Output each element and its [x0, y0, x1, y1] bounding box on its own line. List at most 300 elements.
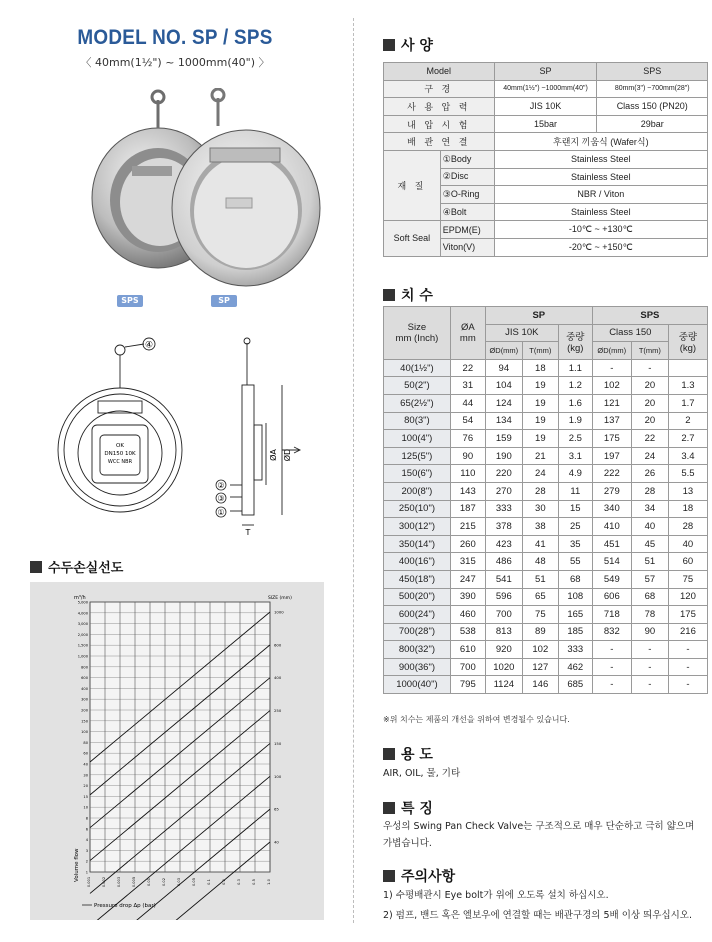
dim-cell-size: 50(2") [384, 377, 451, 395]
dim-cell: 137 [592, 412, 631, 430]
side-view [230, 338, 300, 525]
dim-cell: 486 [485, 553, 522, 571]
dim-cell: - [592, 658, 631, 676]
dim-header-sps-t: T(mm) [631, 342, 668, 360]
spec-row-pressure [384, 98, 708, 116]
dim-row [384, 518, 708, 536]
dim-cell: - [592, 676, 631, 694]
sp-badge: SP [211, 295, 237, 307]
dim-cell: 20 [631, 377, 668, 395]
dim-cell: 1.7 [668, 394, 707, 412]
bullet-square-icon [383, 39, 395, 51]
chart-y-tick: 1,000 [77, 654, 88, 659]
spec-row-test [384, 115, 708, 133]
dim-cell: 30 [522, 500, 558, 518]
chart-y-tick: 200 [81, 708, 88, 713]
dim-cell: 40 [668, 535, 707, 553]
headloss-chart [30, 582, 324, 920]
chart-y-tick: 300 [81, 697, 88, 702]
material-value-oring: NBR / Viton [494, 186, 707, 204]
y-axis-label: Volume flow [74, 848, 80, 882]
dim-cell-size: 300(12") [384, 518, 451, 536]
product-photo [88, 88, 328, 293]
spec-table [383, 62, 708, 257]
dim-cell: 108 [558, 588, 592, 606]
dim-cell: 4.9 [558, 465, 592, 483]
material-part-oring: ③O-Ring [440, 186, 494, 204]
caution-item-1: 1) 수평배관시 Eye bolt가 위에 오도록 설치 하십시오. [383, 890, 609, 901]
dim-row [384, 606, 708, 624]
chart-size-label: 600 [274, 642, 282, 648]
dim-cell: 94 [485, 359, 522, 377]
spec-label-test: 내 압 시 험 [384, 115, 495, 133]
chart-size-label: 40 [274, 839, 279, 845]
dim-cell: 700 [485, 606, 522, 624]
dim-cell: 795 [450, 676, 485, 694]
dim-cell: - [631, 676, 668, 694]
dim-a-label: ØA [269, 449, 278, 461]
dim-cell: 143 [450, 482, 485, 500]
dim-cell: 410 [592, 518, 631, 536]
technical-drawing [50, 335, 340, 545]
caution-item-2: 2) 펌프, 밴드 혹은 엘보우에 연결할 때는 배관구경의 5배 이상 띄우십시오. [383, 910, 692, 921]
chart-y-tick: 8 [85, 816, 88, 821]
sps-badge: SPS [117, 295, 143, 307]
dim-cell: 51 [522, 570, 558, 588]
dim-cell: 55 [558, 553, 592, 571]
dim-cell: 78 [631, 606, 668, 624]
material-part-body: ①Body [440, 150, 494, 168]
dim-cell: 134 [485, 412, 522, 430]
dim-cell: 165 [558, 606, 592, 624]
dim-cell: 260 [450, 535, 485, 553]
chart-size-label: 250 [274, 708, 282, 714]
dim-cell: 24 [522, 465, 558, 483]
front-view [58, 338, 182, 512]
spec-label-pressure: 사 용 압 력 [384, 98, 495, 116]
dim-cell: 28 [631, 482, 668, 500]
dim-row [384, 658, 708, 676]
dim-cell: 110 [450, 465, 485, 483]
dimension-note: ※위 치수는 제품의 개선을 위하여 변경될수 있습니다. [383, 715, 570, 724]
dim-cell: 75 [668, 570, 707, 588]
dim-cell: 89 [522, 623, 558, 641]
bullet-square-icon [383, 289, 395, 301]
chart-x-tick: 0.01 [147, 877, 151, 887]
dim-cell: 124 [485, 394, 522, 412]
spec-label-seal: Soft Seal [384, 221, 441, 256]
dim-cell: - [668, 641, 707, 659]
valve-sp-photo [172, 89, 320, 286]
dim-cell: 13 [668, 482, 707, 500]
dim-cell: 832 [592, 623, 631, 641]
dim-header-sps: SPS [592, 307, 707, 325]
dim-cell: 175 [668, 606, 707, 624]
dim-row [384, 641, 708, 659]
dim-cell-size: 600(24") [384, 606, 451, 624]
usage-heading [383, 744, 433, 764]
dim-row [384, 430, 708, 448]
dim-row [384, 465, 708, 483]
seal-type-viton: Viton(V) [440, 238, 494, 256]
dim-cell: 22 [450, 359, 485, 377]
dim-cell: 146 [522, 676, 558, 694]
dim-cell: 24 [631, 447, 668, 465]
dim-row [384, 482, 708, 500]
dim-cell: 35 [558, 535, 592, 553]
plate-text-1: OK [116, 443, 124, 449]
dim-cell-size: 80(3") [384, 412, 451, 430]
chart-size-label: 1000 [274, 609, 284, 615]
dim-d-label: ØD [283, 448, 292, 462]
dim-cell-size: 700(28") [384, 623, 451, 641]
dim-row [384, 394, 708, 412]
dim-cell: 423 [485, 535, 522, 553]
dim-cell: 40 [631, 518, 668, 536]
dim-cell: 462 [558, 658, 592, 676]
chart-y-tick: 5,000 [77, 600, 88, 605]
spec-header-sp: SP [494, 63, 597, 81]
dim-cell: 610 [450, 641, 485, 659]
dim-cell: 920 [485, 641, 522, 659]
dim-cell-size: 125(5") [384, 447, 451, 465]
dim-cell: - [668, 658, 707, 676]
dim-header-sp: SP [485, 307, 592, 325]
bullet-square-icon [383, 870, 395, 882]
dim-cell: 121 [592, 394, 631, 412]
chart-size-label: 65 [274, 806, 279, 812]
dim-cell: 549 [592, 570, 631, 588]
column-divider [353, 18, 354, 923]
chart-size-label: 150 [274, 740, 282, 746]
material-value-body: Stainless Steel [494, 150, 707, 168]
dim-row [384, 412, 708, 430]
dim-cell: 21 [522, 447, 558, 465]
dim-cell: 19 [522, 377, 558, 395]
dim-cell: 2.5 [558, 430, 592, 448]
dim-cell: 159 [485, 430, 522, 448]
dim-cell: 19 [522, 394, 558, 412]
bullet-square-icon [30, 561, 42, 573]
chart-y-tick: 4,000 [77, 611, 88, 616]
dim-cell: 31 [450, 377, 485, 395]
dim-cell: 451 [592, 535, 631, 553]
chart-x-tick: 0.003 [117, 876, 121, 888]
dim-cell: 68 [558, 570, 592, 588]
dim-header-size: Size mm (Inch) [384, 307, 451, 360]
spec-row-connection [384, 133, 708, 151]
dim-row [384, 676, 708, 694]
spec-header-sps: SPS [597, 63, 708, 81]
chart-x-tick: 0.3 [237, 879, 241, 885]
dim-cell: 20 [631, 412, 668, 430]
seal-value-epdm: -10℃ ~ +130℃ [494, 221, 707, 239]
dim-row [384, 588, 708, 606]
dim-cell: 220 [485, 465, 522, 483]
material-value-bolt: Stainless Steel [494, 203, 707, 221]
chart-y-tick: 10 [83, 805, 88, 810]
dim-cell: 514 [592, 553, 631, 571]
dim-row [384, 535, 708, 553]
dim-cell: 1.3 [668, 377, 707, 395]
dim-cell: 541 [485, 570, 522, 588]
dim-cell-size: 900(36") [384, 658, 451, 676]
dim-header-class: Class 150 [592, 324, 668, 342]
spec-sp-test: 15bar [494, 115, 597, 133]
dim-cell: 38 [522, 518, 558, 536]
chart-y-tick: 6 [85, 827, 88, 832]
dimension-heading [383, 285, 433, 305]
dim-cell-size: 450(18") [384, 570, 451, 588]
dim-cell: - [592, 359, 631, 377]
spec-row-seal-epdm [384, 221, 708, 239]
dim-cell: 120 [668, 588, 707, 606]
dim-cell-size: 250(10") [384, 500, 451, 518]
dim-cell: 279 [592, 482, 631, 500]
chart-y-tick: 3 [85, 848, 88, 853]
dim-cell: 185 [558, 623, 592, 641]
dim-row [384, 623, 708, 641]
dim-header-sps-od: ØD(mm) [592, 342, 631, 360]
spec-header-model: Model [384, 63, 495, 81]
dim-header-row-1 [384, 307, 708, 325]
dim-cell: 19 [522, 430, 558, 448]
material-value-disc: Stainless Steel [494, 168, 707, 186]
spec-label-connection: 배 관 연 결 [384, 133, 495, 151]
usage-text: AIR, OIL, 물, 기타 [383, 768, 461, 779]
dim-cell: 2.7 [668, 430, 707, 448]
chart-x-tick: 1.0 [267, 879, 271, 885]
chart-x-tick: 0.005 [132, 876, 136, 888]
chart-x-tick: 0.5 [252, 879, 256, 885]
dim-cell: 28 [522, 482, 558, 500]
chart-x-tick: 0.1 [207, 879, 211, 885]
spec-header-row [384, 63, 708, 81]
dim-cell: 75 [522, 606, 558, 624]
dim-t-label: T [245, 528, 251, 537]
chart-y-tick: 2 [85, 859, 88, 864]
dim-cell: 813 [485, 623, 522, 641]
dim-cell: - [592, 641, 631, 659]
dim-cell: 18 [668, 500, 707, 518]
headloss-heading [30, 557, 123, 576]
dim-header-sp-t: T(mm) [522, 342, 558, 360]
features-text-2: 가볍습니다. [383, 838, 432, 849]
chart-y-tick: 20 [83, 784, 88, 789]
chart-x-tick: 0.02 [162, 877, 166, 887]
dim-cell: 1.6 [558, 394, 592, 412]
spec-title: 사 양 [401, 38, 433, 54]
dim-cell: 104 [485, 377, 522, 395]
dim-cell: - [631, 641, 668, 659]
chart-x-tick: 0.002 [102, 876, 106, 888]
seal-type-epdm: EPDM(E) [440, 221, 494, 239]
dim-cell: 11 [558, 482, 592, 500]
spec-connection-value: 후랜지 끼움식 (Wafer식) [494, 133, 707, 151]
dim-cell: 340 [592, 500, 631, 518]
spec-sps-pressure: Class 150 (PN20) [597, 98, 708, 116]
spec-sps-test: 29bar [597, 115, 708, 133]
dim-cell-size: 800(32") [384, 641, 451, 659]
dim-cell: 3.4 [668, 447, 707, 465]
dim-cell: 685 [558, 676, 592, 694]
y-axis-unit: m³/h [74, 595, 86, 601]
chart-y-tick: 4 [85, 838, 88, 843]
dim-row [384, 500, 708, 518]
chart-y-tick: 80 [83, 740, 88, 745]
dim-cell: 102 [592, 377, 631, 395]
dim-body [384, 359, 708, 693]
dim-cell-size: 1000(40") [384, 676, 451, 694]
features-text-1: 우성의 Swing Pan Check Valve는 구조적으로 매우 단순하고 극히 얇으며 [383, 821, 695, 832]
dim-cell: 2 [668, 412, 707, 430]
chart-y-tick: 600 [81, 676, 88, 681]
features-title: 특 징 [401, 801, 433, 817]
spec-sps-size: 80mm(3") ~700mm(28") [597, 80, 708, 98]
dim-cell: 1020 [485, 658, 522, 676]
dim-cell: 197 [592, 447, 631, 465]
dim-cell: 216 [668, 623, 707, 641]
callout-2: ② [217, 481, 225, 490]
dim-cell: - [668, 676, 707, 694]
chart-y-tick: 60 [83, 751, 88, 756]
right-column [383, 0, 708, 942]
dim-cell: 28 [668, 518, 707, 536]
dim-cell: 270 [485, 482, 522, 500]
dim-cell: 15 [558, 500, 592, 518]
dim-cell: 596 [485, 588, 522, 606]
usage-title: 용 도 [401, 747, 433, 763]
chart-y-tick: 100 [81, 730, 88, 735]
dimension-table [383, 306, 708, 694]
chart-y-tick: 150 [81, 719, 88, 724]
dim-cell: 102 [522, 641, 558, 659]
dim-cell-size: 400(16") [384, 553, 451, 571]
chart-size-label: 100 [274, 773, 282, 779]
dim-cell: 390 [450, 588, 485, 606]
plate-text-3: WCC NBR [107, 459, 133, 465]
dim-cell: 34 [631, 500, 668, 518]
dim-cell-size: 40(1½") [384, 359, 451, 377]
dim-cell: 190 [485, 447, 522, 465]
material-part-bolt: ④Bolt [440, 203, 494, 221]
callout-4: ④ [144, 340, 154, 351]
dim-row [384, 447, 708, 465]
dim-cell-size: 350(14") [384, 535, 451, 553]
chart-x-tick: 0.001 [87, 876, 91, 888]
dim-cell: 718 [592, 606, 631, 624]
x-axis-label: Pressure drop ∆p (bar) [94, 903, 156, 909]
model-size-range: 〈 40mm(1½") ~ 1000mm(40") 〉 [80, 56, 270, 69]
dim-cell: 315 [450, 553, 485, 571]
chart-x-tick: 0.03 [177, 877, 181, 887]
callout-1: ① [217, 508, 225, 517]
dim-cell: 538 [450, 623, 485, 641]
dim-cell: 51 [631, 553, 668, 571]
dim-cell: 20 [631, 394, 668, 412]
dim-header-sp-weight: 중량 (kg) [558, 324, 592, 359]
dim-header-jis: JIS 10K [485, 324, 558, 342]
dim-cell: 175 [592, 430, 631, 448]
chart-y-tick: 30 [83, 773, 88, 778]
plate-text-2: DN150 10K [104, 451, 136, 457]
spec-row-size [384, 80, 708, 98]
dim-cell: 5.5 [668, 465, 707, 483]
right-axis-unit: SIZE (mm) [268, 596, 292, 601]
dim-cell: 19 [522, 412, 558, 430]
dim-cell: 3.1 [558, 447, 592, 465]
spec-label-size: 구 경 [384, 80, 495, 98]
chart-x-tick: 0.2 [222, 879, 226, 885]
dim-cell: 127 [522, 658, 558, 676]
chart-size-label: 400 [274, 675, 282, 681]
chart-y-tick: 800 [81, 665, 88, 670]
dim-cell: 1124 [485, 676, 522, 694]
left-column [0, 0, 350, 942]
chart-y-tick: 2,000 [77, 632, 88, 637]
dim-cell-size: 500(20") [384, 588, 451, 606]
dim-cell: 378 [485, 518, 522, 536]
bullet-square-icon [383, 802, 395, 814]
callout-3: ③ [217, 494, 225, 503]
dim-row [384, 359, 708, 377]
dim-cell: 48 [522, 553, 558, 571]
dim-cell: 26 [631, 465, 668, 483]
dim-cell: 187 [450, 500, 485, 518]
spec-row-material-body [384, 150, 708, 168]
model-title: MODEL NO. SP / SPS [77, 26, 273, 49]
cautions-title: 주의사항 [401, 869, 456, 885]
chart-y-tick: 1 [85, 870, 88, 875]
dim-cell: 65 [522, 588, 558, 606]
dim-cell-size: 65(2½") [384, 394, 451, 412]
dim-cell: 41 [522, 535, 558, 553]
headloss-title: 수두손실선도 [48, 561, 124, 576]
dim-row [384, 553, 708, 571]
dim-cell: 247 [450, 570, 485, 588]
chart-y-tick: 1,500 [77, 643, 88, 648]
dim-cell: 333 [485, 500, 522, 518]
spec-sp-size: 40mm(1½") ~1000mm(40") [494, 80, 597, 98]
dim-cell: 90 [631, 623, 668, 641]
dim-cell: - [631, 359, 668, 377]
chart-x-tick: 0.05 [192, 877, 196, 887]
spec-sp-pressure: JIS 10K [494, 98, 597, 116]
chart-y-tick: 3,000 [77, 622, 88, 627]
bullet-square-icon [383, 748, 395, 760]
dim-cell: 54 [450, 412, 485, 430]
chart-y-tick: 40 [83, 762, 88, 767]
dim-cell-size: 200(8") [384, 482, 451, 500]
dim-cell: 76 [450, 430, 485, 448]
dim-cell: - [631, 658, 668, 676]
dim-cell: 222 [592, 465, 631, 483]
dim-row [384, 570, 708, 588]
dim-cell: 215 [450, 518, 485, 536]
dim-cell-size: 100(4") [384, 430, 451, 448]
dim-header-sp-od: ØD(mm) [485, 342, 522, 360]
dim-cell: 700 [450, 658, 485, 676]
dim-cell: 45 [631, 535, 668, 553]
dim-cell: 1.2 [558, 377, 592, 395]
dimension-title: 치 수 [401, 288, 433, 304]
dim-cell [668, 359, 707, 377]
dim-header-sps-weight: 중량 (kg) [668, 324, 707, 359]
dim-cell: 460 [450, 606, 485, 624]
spec-label-material: 재 질 [384, 150, 441, 220]
features-heading [383, 798, 433, 818]
spec-heading [383, 35, 433, 55]
